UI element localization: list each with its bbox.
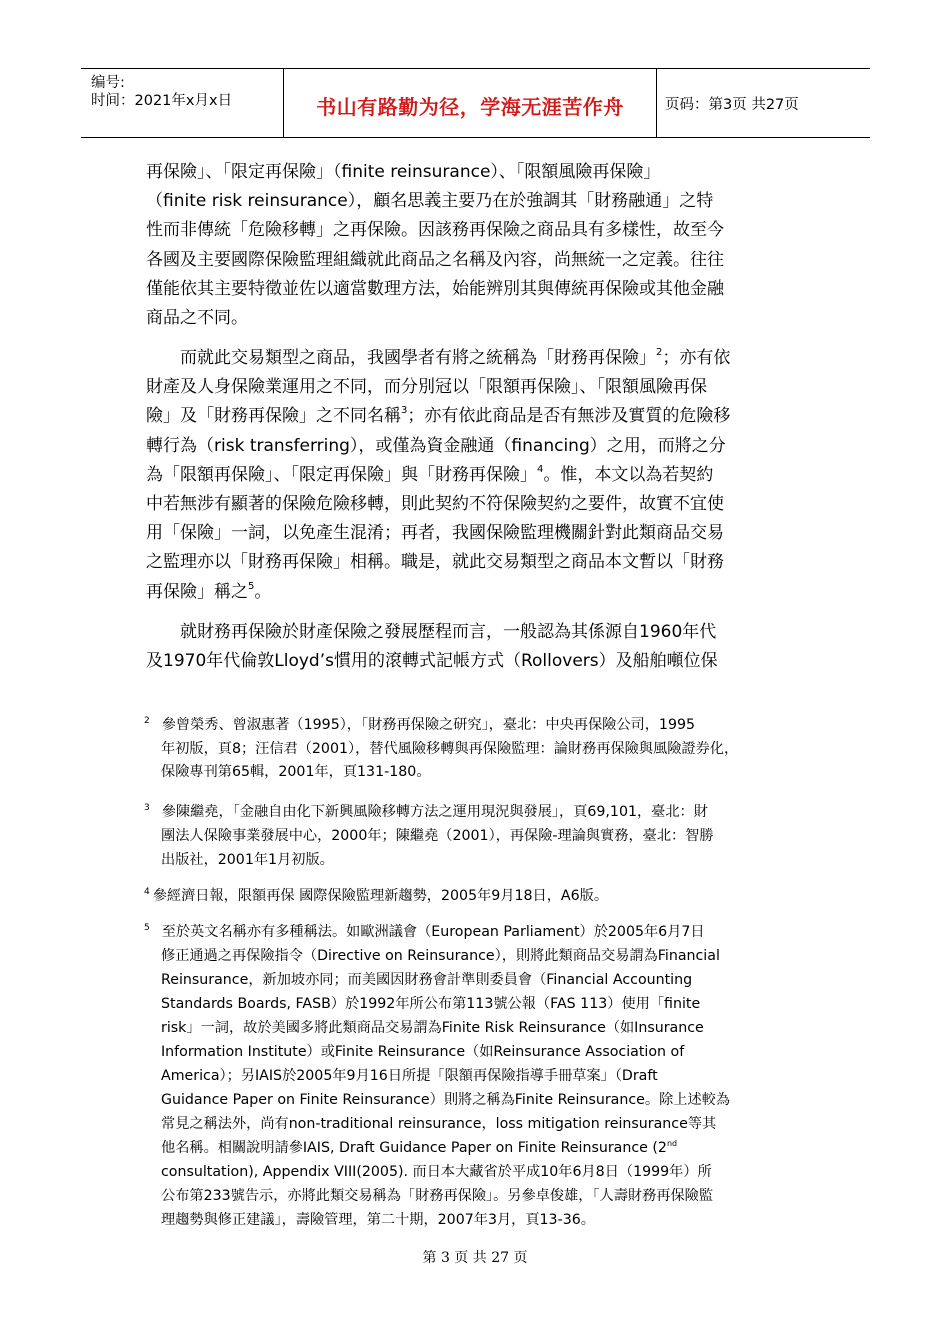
text-line: 理趨勢與修正建議」，壽險管理，第二十期，2007年3月，頁13-36。 (161, 1212, 595, 1228)
text-segment: 為「限額再保險」、「限定再保險」與「財務再保險」 (146, 464, 537, 485)
time-label: 时间：2021年x月x日 (91, 93, 233, 109)
text-segment: 至於英文名稱亦有多種稱法。如歐洲議會（European Parliament）於2005年6月7日 (161, 924, 705, 940)
paragraph-2 (146, 344, 806, 607)
text-line (146, 461, 806, 490)
text-line: Reinsurance，新加坡亦同；而美國因財務會計準則委員會（Financial Accounting (161, 972, 693, 988)
text-segment: ；亦有依 (662, 348, 731, 368)
text-segment: 。 (254, 581, 272, 602)
text-line: 之監理亦以「財務再保險」相稱。職是，就此交易類型之商品本文暫以「財務 (146, 552, 724, 573)
superscript: nd (666, 1139, 678, 1148)
text-line: 常見之稱法外，尚有non-traditional reinsurance，loss mitigation reinsurance等其 (161, 1116, 717, 1132)
text-segment: 參陳繼堯，「金融自由化下新興風險移轉方法之運用現況與發展」，頁69,101，臺北：財 (161, 804, 708, 820)
text-line: 就財務再保險於財產保險之發展歷程而言，一般認為其係源自1960年代 (180, 622, 717, 642)
header-motto-cell (284, 69, 657, 137)
text-line: consultation), Appendix VIII(2005). 而日本大藏省於平成10年6月8日（1999年）所 (161, 1164, 712, 1180)
text-line (146, 578, 806, 607)
text-line: 再保險」、「限定再保險」（finite reinsurance）、「限額風險再保險」 (146, 162, 661, 182)
text-line: 各國及主要國際保險監理組織就此商品之名稱及內容，尚無統一之定義。往往 (146, 249, 724, 270)
text-line (146, 344, 806, 373)
text-line: America）；另IAIS於2005年9月16日所提「限額再保險指導手冊草案」（Draft (161, 1068, 658, 1084)
footnote-number: 3 (144, 803, 150, 813)
page-label: 页码：第3页 共27页 (665, 97, 799, 113)
text-segment: 而就此交易類型之商品，我國學者有將之統稱為「財務再保險」 (180, 348, 656, 368)
text-line: 中若無涉有顯著的保險危險移轉，則此契約不符保險契約之要件，故實不宜使 (146, 494, 724, 515)
footnote-ref: 4 (537, 463, 544, 475)
header-info-cell (81, 69, 284, 137)
page-header (81, 68, 870, 138)
text-segment: 參經濟日報，限額再保 國際保險監理新趨勢，2005年9月18日，A6版。 (152, 888, 609, 904)
footnote-3 (144, 796, 812, 872)
text-line: Information Institute）或Finite Reinsurance（如Reinsurance Association of (161, 1044, 685, 1060)
motto: 书山有路勤为径，学海无涯苦作舟 (316, 95, 624, 119)
text-segment: 他名稱。相關說明請參IAIS, Draft Guidance Paper on Finite Reinsurance (2 (161, 1140, 667, 1156)
text-line: 年初版，頁8；汪信君（2001），替代風險移轉與再保險監理：論財務再保險與風險證券化， (161, 740, 739, 757)
text-line: 團法人保險事業發展中心，2000年；陳繼堯（2001），再保險-理論與實務，臺北：智勝 (161, 828, 714, 844)
footnote-5 (144, 916, 812, 1232)
text-line: 性而非傳統「危險移轉」之再保險。因該務再保險之商品具有多樣性，故至今 (146, 220, 724, 241)
footnote-number: 4 (144, 887, 150, 897)
text-line: 財產及人身保險業運用之不同，而分別冠以「限額再保險」、「限額風險再保 (146, 377, 707, 398)
text-line: 修正通過之再保險指令（Directive on Reinsurance），則將此類商品交易謂為Financial (161, 948, 720, 964)
paragraph-1 (146, 158, 806, 333)
text-line: 僅能依其主要特徵並佐以適當數理方法，始能辨別其與傳統再保險或其他金融 (146, 278, 724, 299)
footnote-number: 2 (144, 716, 150, 726)
text-line: 出版社，2001年1月初版。 (161, 852, 334, 868)
text-line (146, 402, 806, 431)
text-line: 公布第233號告示，亦將此類交易稱為「財務再保險」。另參卓俊雄，「人壽財務再保險監 (161, 1188, 714, 1204)
text-segment: ；亦有依此商品是否有無涉及實質的危險移 (407, 406, 731, 427)
footnote-ref: 3 (401, 405, 408, 417)
text-line: 商品之不同。 (146, 308, 248, 329)
text-line (144, 880, 812, 908)
text-line: 用「保險」一詞，以免產生混淆；再者，我國保險監理機關針對此類商品交易 (146, 523, 724, 544)
header-page-cell (657, 69, 870, 137)
text-line (144, 710, 812, 738)
text-segment: 。惟，本文以為若契約 (543, 464, 714, 485)
text-line: 轉行為（risk transferring），或僅為資金融通（financing）之用，而將之分 (146, 435, 726, 456)
text-line (144, 796, 812, 824)
text-line: Standards Boards, FASB）於1992年所公布第113號公報（FAS 113）使用「finite (161, 996, 701, 1012)
code-label: 编号: (91, 75, 125, 91)
footnote-4 (144, 880, 812, 908)
text-segment: 險」及「財務再保險」之不同名稱 (146, 406, 401, 427)
text-line: risk」一詞，故於美國多將此類商品交易謂為Finite Risk Reinsurance（如Insurance (161, 1020, 704, 1036)
text-line: （finite risk reinsurance），顧名思義主要乃在於強調其「財務融通」之特 (146, 191, 714, 212)
footnote-2 (144, 710, 812, 785)
text-line: 及1970年代倫敦Lloyd’s慣用的滾轉式記帳方式（Rollovers）及船舶噸位保 (146, 651, 718, 672)
text-line (144, 1136, 812, 1160)
text-line: 保險專刊第65輯，2001年，頁131-180。 (161, 764, 431, 780)
text-line: Guidance Paper on Finite Reinsurance）則將之稱為Finite Reinsurance。除上述較為 (161, 1092, 731, 1108)
paragraph-3 (146, 618, 806, 676)
page-footer: 第 3 页 共 27 页 (422, 1250, 528, 1266)
text-segment: 再保險」稱之 (146, 581, 248, 602)
footnote-number: 5 (144, 923, 150, 933)
text-segment: 參曾榮秀、曾淑惠著（1995），「財務再保險之研究」，臺北：中央再保險公司，1995 (161, 717, 696, 733)
footnote-ref: 5 (248, 580, 255, 592)
footnote-ref: 2 (656, 347, 663, 358)
text-line (144, 916, 812, 944)
